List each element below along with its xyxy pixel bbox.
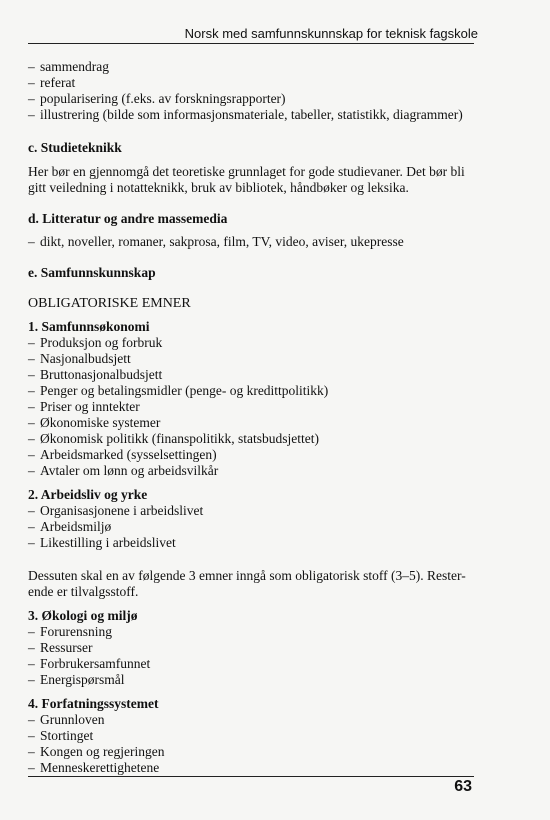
dash: – xyxy=(28,447,35,462)
dash: – xyxy=(28,335,35,350)
list-item xyxy=(28,335,478,351)
paragraph-line: Dessuten skal en av følgende 3 emner inngå som obligatorisk stoff (3–5). Rester- xyxy=(28,568,466,583)
list-item-text: Penger og betalingsmidler (penge- og kredittpolitikk) xyxy=(40,383,329,398)
section-heading-litteratur: d. Litteratur og andre massemedia xyxy=(28,211,228,226)
dash: – xyxy=(28,107,35,122)
dash: – xyxy=(28,59,35,74)
list-item xyxy=(28,234,478,250)
list-item-text: popularisering (f.eks. av forskningsrapporter) xyxy=(40,91,286,106)
section-heading-studieteknikk: c. Studieteknikk xyxy=(28,140,122,155)
topic-heading-arbeidsliv: 2. Arbeidsliv og yrke xyxy=(28,487,148,502)
list-item-text: dikt, noveller, romaner, sakprosa, film, TV, video, aviser, ukepresse xyxy=(40,234,404,249)
running-header: Norsk med samfunnskunnskap for teknisk fagskole xyxy=(184,26,478,41)
dash: – xyxy=(28,351,35,366)
list-item xyxy=(28,415,478,431)
list-item xyxy=(28,75,478,91)
dash: – xyxy=(28,656,35,671)
dash: – xyxy=(28,383,35,398)
footer-rule xyxy=(28,776,474,777)
list-item xyxy=(28,463,478,479)
list-item-text: illustrering (bilde som informasjonsmateriale, tabeller, statistikk, diagrammer) xyxy=(40,107,463,122)
list-item xyxy=(28,431,478,447)
list-item-text: Bruttonasjonalbudsjett xyxy=(40,367,163,382)
topic4-list xyxy=(28,712,478,776)
paragraph-line: gitt veiledning i notatteknikk, bruk av bibliotek, håndbøker og leksika. xyxy=(28,180,409,195)
topic3-list xyxy=(28,624,478,688)
dash: – xyxy=(28,234,35,249)
list-item-text: Økonomisk politikk (finanspolitikk, statsbudsjettet) xyxy=(40,431,319,446)
list-item-text: Forbrukersamfunnet xyxy=(40,656,151,671)
list-item xyxy=(28,367,478,383)
dash: – xyxy=(28,535,35,550)
page-number: 63 xyxy=(454,778,472,795)
dash: – xyxy=(28,760,35,775)
list-item xyxy=(28,351,478,367)
dash: – xyxy=(28,75,35,90)
list-item-text: Likestilling i arbeidslivet xyxy=(40,535,176,550)
topic-heading-forfatning: 4. Forfatningssystemet xyxy=(28,696,159,711)
list-item-text: Ressurser xyxy=(40,640,93,655)
list-item xyxy=(28,519,478,535)
list-item xyxy=(28,744,478,760)
list-item xyxy=(28,447,478,463)
list-item xyxy=(28,59,478,75)
dash: – xyxy=(28,624,35,639)
list-item xyxy=(28,728,478,744)
list-item-text: Avtaler om lønn og arbeidsvilkår xyxy=(40,463,219,478)
dash: – xyxy=(28,399,35,414)
list-item-text: Grunnloven xyxy=(40,712,105,727)
dash: – xyxy=(28,712,35,727)
dash: – xyxy=(28,367,35,382)
section-heading-samfunnskunnskap: e. Samfunnskunnskap xyxy=(28,265,156,280)
list-item xyxy=(28,383,478,399)
paragraph-line: ende er tilvalgsstoff. xyxy=(28,584,139,599)
list-item xyxy=(28,656,478,672)
topic-heading-okologi: 3. Økologi og miljø xyxy=(28,608,138,623)
list-item xyxy=(28,640,478,656)
dash: – xyxy=(28,463,35,478)
list-item-text: Priser og inntekter xyxy=(40,399,140,414)
list-item-text: sammendrag xyxy=(40,59,109,74)
topic1-list xyxy=(28,335,478,479)
list-item-text: Menneskerettighetene xyxy=(40,760,160,775)
list-item-text: Kongen og regjeringen xyxy=(40,744,165,759)
list-item xyxy=(28,624,478,640)
header-rule xyxy=(28,43,474,44)
list-item-text: Energispørsmål xyxy=(40,672,125,687)
list-item-text: Arbeidsmiljø xyxy=(40,519,112,534)
dash: – xyxy=(28,415,35,430)
list-item-text: referat xyxy=(40,75,76,90)
paragraph-line: Her bør en gjennomgå det teoretiske grunnlaget for gode studievaner. Det bør bli xyxy=(28,164,465,179)
list-item xyxy=(28,91,478,107)
dash: – xyxy=(28,519,35,534)
list-item-text: Produksjon og forbruk xyxy=(40,335,163,350)
list-item-text: Nasjonalbudsjett xyxy=(40,351,131,366)
list-item-text: Arbeidsmarked (sysselsettingen) xyxy=(40,447,217,462)
dash: – xyxy=(28,503,35,518)
topic-heading-samfunnsokonomi: 1. Samfunnsøkonomi xyxy=(28,319,150,334)
list-item xyxy=(28,503,478,519)
list-item-text: Stortinget xyxy=(40,728,94,743)
dash: – xyxy=(28,744,35,759)
dash: – xyxy=(28,91,35,106)
dash: – xyxy=(28,431,35,446)
list-item xyxy=(28,672,478,688)
list-item-text: Organisasjonene i arbeidslivet xyxy=(40,503,204,518)
list-item xyxy=(28,399,478,415)
dash: – xyxy=(28,728,35,743)
page-content xyxy=(28,59,478,776)
dash: – xyxy=(28,672,35,687)
intro-list xyxy=(28,59,478,123)
list-item xyxy=(28,760,478,776)
list-item xyxy=(28,712,478,728)
list-item xyxy=(28,535,478,551)
list-item-text: Økonomiske systemer xyxy=(40,415,161,430)
topic2-list xyxy=(28,503,478,551)
obligatoriske-emner-heading: OBLIGATORISKE EMNER xyxy=(28,296,191,311)
list-item xyxy=(28,107,478,123)
dash: – xyxy=(28,640,35,655)
list-item-text: Forurensning xyxy=(40,624,112,639)
